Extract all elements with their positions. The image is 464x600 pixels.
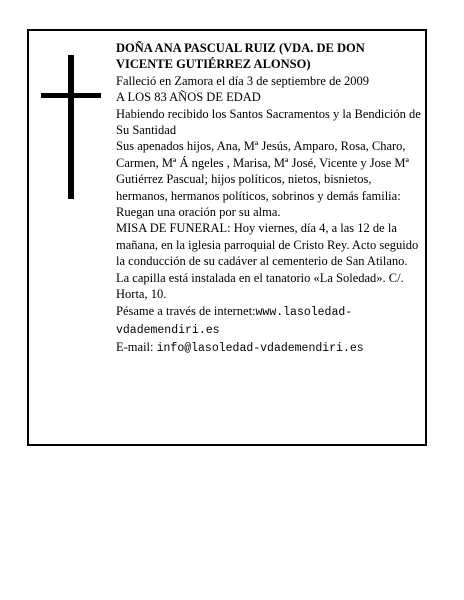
latin-cross-icon [41, 55, 101, 199]
prayer-line: Ruegan una oración por su alma. [116, 205, 281, 220]
death-date-line: Falleció en Zamora el día 3 de septiembre de 2009 [116, 73, 370, 88]
condolence-line [116, 303, 424, 340]
deceased-name-heading: DOÑA ANA PASCUAL RUIZ (VDA. DE DON VICENTE GUTIÉRREZ ALONSO) [116, 41, 365, 72]
email-line [116, 339, 424, 357]
condolence-url-link[interactable]: www.lasoledad-vdademendiri.es [116, 305, 353, 337]
chapel-paragraph: La capilla está instalada en el tanatorio «La Soledad». C/. Horta, 10. [116, 270, 404, 302]
funeral-paragraph: MISA DE FUNERAL: Hoy viernes, día 4, a las 12 de la mañana, en la iglesia parroquial de Cristo Rey. Acto seguido la conducción de su cadáver al cementerio de San Atilano. [116, 221, 419, 269]
condolence-prefix: Pésame a través de internet: [116, 303, 256, 318]
age-line: A LOS 83 AÑOS DE EDAD [116, 90, 261, 105]
obituary-notice [27, 29, 427, 446]
cross-vertical-bar [68, 55, 74, 199]
email-prefix: E-mail: [116, 340, 157, 355]
family-paragraph: Sus apenados hijos, Ana, Mª Jesús, Amparo, Rosa, Charo, Carmen, Mª Á ngeles , Marisa, Mª José, Vicente y Jose Mª Gutiérrez Pascual; hijos políticos, nietos, bisnietos, hermanos, hermanos políticos, sobrinos y demás familia: [116, 139, 409, 203]
obituary-text [116, 40, 424, 358]
cross-horizontal-bar [41, 93, 101, 98]
sacraments-line: Habiendo recibido los Santos Sacramentos y la Bendición de Su Santidad [116, 106, 421, 138]
email-address-link[interactable]: info@lasoledad-vdademendiri.es [156, 342, 364, 356]
